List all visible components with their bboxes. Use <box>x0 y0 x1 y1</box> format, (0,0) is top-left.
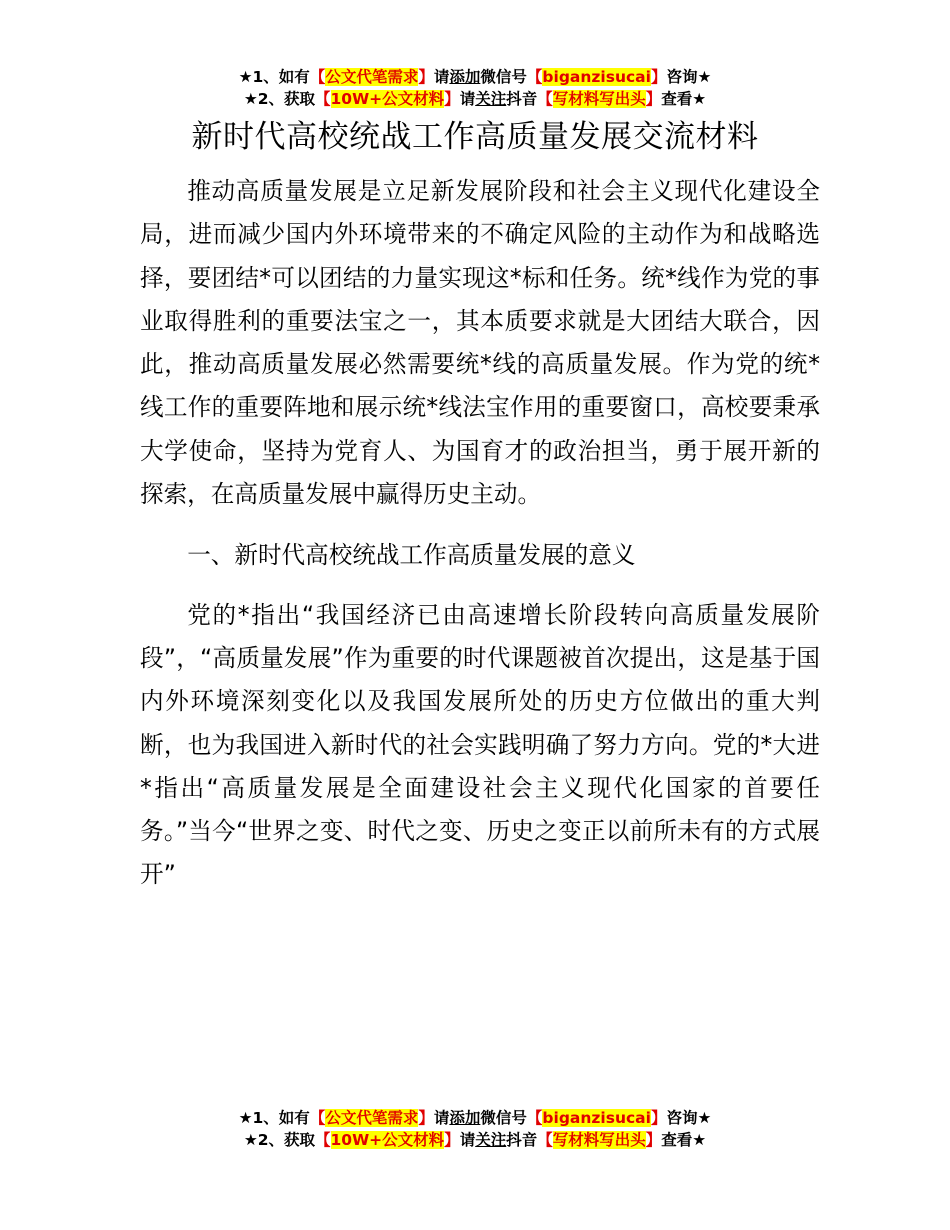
promo-text: 请 <box>459 90 476 108</box>
promo-highlight: 10W+公文材料 <box>330 90 445 108</box>
promo-text: 微信号 <box>480 68 527 86</box>
bracket: 【 <box>526 68 543 86</box>
promo-text: 查看★ <box>661 90 707 108</box>
promo-text: 查看★ <box>661 1131 707 1149</box>
promo-text: 请 <box>459 1131 476 1149</box>
bracket: 】 <box>444 90 460 108</box>
body-paragraph: 推动高质量发展是立足新发展阶段和社会主义现代化建设全局，进而减少国内外环境带来的不确定风险的主动作为和战略选择，要团结*可以团结的力量实现这*标和任务。统*线作为党的事业取得胜利的重要法宝之一，其本质要求就是大团结大联合，因此，推动高质量发展必然需要统*线的高质量发展。作为党的统*线工作的重要阵地和展示统*线法宝作用的重要窗口，高校要秉承大学使命，坚持为党育人、为国育才的政治担当，勇于展开新的探索，在高质量发展中赢得历史主动。 <box>140 177 820 509</box>
promo-text: 添加 <box>449 1109 481 1127</box>
bracket: 】 <box>418 68 434 86</box>
wechat-id: biganzisucai <box>542 68 651 86</box>
promo-banner-top <box>0 66 950 110</box>
bracket: 】 <box>650 68 667 86</box>
promo-line-1 <box>0 66 950 88</box>
promo-text: 咨询★ <box>666 68 712 86</box>
promo-highlight: 公文代笔需求 <box>325 1109 419 1127</box>
promo-highlight: 公文代笔需求 <box>325 68 419 86</box>
bracket: 【 <box>309 1109 326 1127</box>
promo-text: ★1、如有 <box>238 1109 310 1127</box>
promo-text: 咨询★ <box>666 1109 712 1127</box>
promo-text: 关注 <box>475 1131 507 1149</box>
promo-line-1 <box>0 1107 950 1129</box>
document-title: 新时代高校统战工作高质量发展交流材料 <box>191 119 759 155</box>
promo-text: 添加 <box>449 68 481 86</box>
bracket: 【 <box>315 90 331 108</box>
promo-text: 请 <box>433 1109 450 1127</box>
bracket: 【 <box>537 90 553 108</box>
bracket: 】 <box>645 1131 662 1149</box>
douyin-account: 写材料写出头 <box>552 90 646 108</box>
promo-text: 请 <box>433 68 450 86</box>
promo-text: ★1、如有 <box>238 68 310 86</box>
bracket: 】 <box>650 1109 667 1127</box>
bracket: 】 <box>645 90 662 108</box>
promo-line-2 <box>0 1129 950 1151</box>
bracket: 】 <box>444 1131 460 1149</box>
bracket: 【 <box>526 1109 543 1127</box>
douyin-account: 写材料写出头 <box>552 1131 646 1149</box>
wechat-id: biganzisucai <box>542 1109 651 1127</box>
bracket: 【 <box>537 1131 553 1149</box>
promo-text: 抖音 <box>506 1131 538 1149</box>
promo-text: ★2、获取 <box>243 90 315 108</box>
section-heading: 一、新时代高校统战工作高质量发展的意义 <box>187 541 636 570</box>
bracket: 【 <box>309 68 326 86</box>
promo-banner-bottom <box>0 1107 950 1151</box>
promo-text: 微信号 <box>480 1109 527 1127</box>
promo-highlight: 10W+公文材料 <box>330 1131 445 1149</box>
body-paragraph: 党的*指出“我国经济已由高速增长阶段转向高质量发展阶段”，“高质量发展”作为重要的时代课题被首次提出，这是基于国内外环境深刻变化以及我国发展所处的历史方位做出的重大判断，也为我国进入新时代的社会实践明确了努力方向。党的*大进*指出“高质量发展是全面建设社会主义现代化国家的首要任务。”当今“世界之变、时代之变、历史之变正以前所未有的方式展开” <box>140 600 820 889</box>
document-body <box>140 170 820 897</box>
bracket: 】 <box>418 1109 434 1127</box>
promo-line-2 <box>0 88 950 110</box>
promo-text: 抖音 <box>506 90 538 108</box>
promo-text: 关注 <box>475 90 507 108</box>
bracket: 【 <box>315 1131 331 1149</box>
promo-text: ★2、获取 <box>243 1131 315 1149</box>
